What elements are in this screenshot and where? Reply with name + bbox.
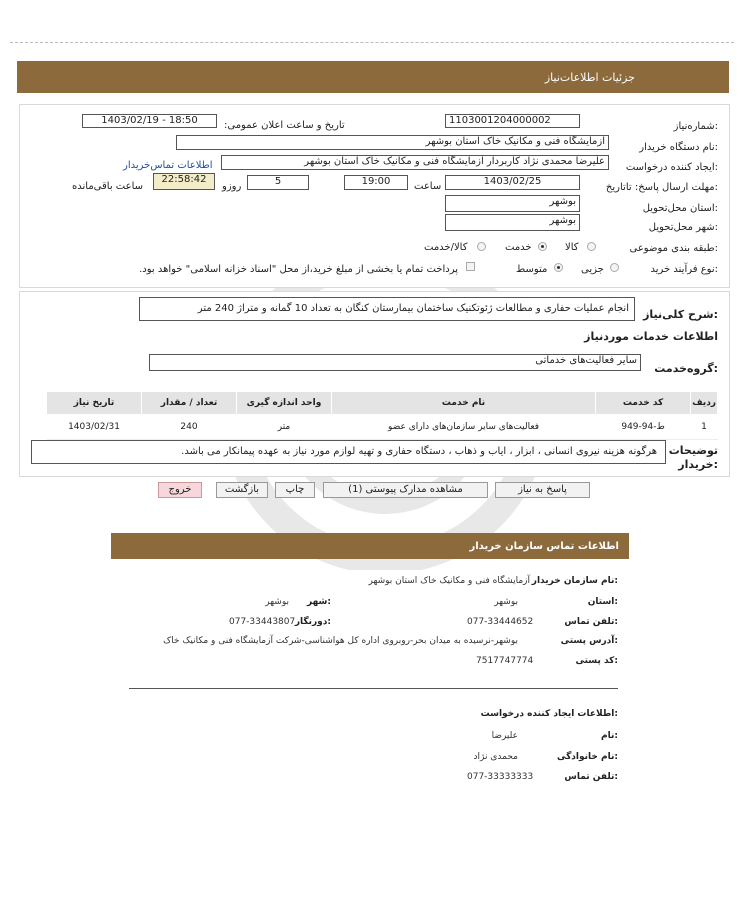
deadline-label: مهلت ارسال پاسخ: تاتاریخ: [605, 182, 718, 193]
contact-fax-label: دورنگار: [294, 617, 331, 627]
col-quantity: تعداد / مقدار [142, 392, 237, 415]
view-attachments-button[interactable]: مشاهده مدارک پیوستی (1) [323, 482, 488, 498]
cell-row: 1 [691, 415, 718, 440]
treasury-payment-checkbox[interactable] [466, 262, 475, 271]
need-number-label: شماره‌نیاز: [673, 121, 718, 132]
contact-org-value: آزمایشگاه فنی و مکانیک خاک استان بوشهر [368, 576, 530, 586]
category-label: طبقه بندی موضوعی: [629, 243, 718, 254]
contact-fax-value: 077-33443807 [229, 617, 296, 627]
deadline-date-field[interactable]: 1403/02/25 [445, 175, 580, 190]
creator-field[interactable]: علیرضا محمدی نژاد کاربردار آزمایشگاه فنی و مکانیک خاک استان بوشهر [221, 155, 609, 170]
process-medium-radio[interactable] [554, 263, 563, 272]
days-field[interactable]: 5 [247, 175, 309, 190]
print-button[interactable]: چاپ [275, 482, 315, 498]
table-row [47, 415, 718, 440]
notes-label-1: توضیحات [668, 444, 718, 457]
back-button[interactable]: بازگشت [216, 482, 268, 498]
treasury-payment-text: پرداخت تمام یا بخشی از مبلغ خرید،از محل "اسناد خزانه اسلامی" خواهد بود. [139, 264, 458, 275]
category-goods-label: کالا [565, 242, 579, 253]
col-need-date: تاریخ نیاز [47, 392, 142, 415]
creator-name-value: علیرضا [491, 731, 518, 741]
process-minor-radio[interactable] [610, 263, 619, 272]
summary-field[interactable]: انجام عملیات حفاری و مطالعات ژئوتکنیک ساختمان بیمارستان کنگان به تعداد 10 گمانه و متراژ 240 متر [139, 297, 635, 321]
top-divider [10, 42, 734, 43]
cell-unit: متر [237, 415, 332, 440]
buyer-contact-link[interactable]: اطلاعات تماس‌خریدار [123, 160, 213, 171]
creator-phone-value: 077-33333333 [467, 772, 534, 782]
province-field[interactable]: بوشهر [445, 195, 580, 212]
need-info-panel [19, 104, 730, 288]
process-label: نوع فرآیند خرید: [650, 264, 718, 275]
remaining-time-field: 22:58:42 [153, 173, 215, 190]
col-row: ردیف [691, 392, 718, 415]
contact-phone-value: 077-33444652 [467, 617, 534, 627]
contact-city-label: شهر: [307, 597, 331, 607]
col-service-name: نام خدمت [332, 392, 596, 415]
cell-service-name: فعالیت‌های سایر سازمان‌های دارای عضو [332, 415, 596, 440]
creator-label: ایجاد کننده درخواست: [625, 162, 718, 173]
col-service-code: کد خدمت [596, 392, 691, 415]
service-group-label: گروه‌خدمت: [654, 362, 718, 375]
days-label: روزو [222, 181, 242, 192]
service-group-field[interactable]: سایر فعالیت‌های خدماتی [149, 354, 641, 371]
category-goods-radio[interactable] [587, 242, 596, 251]
province-label: استان محل‌تحویل: [642, 203, 718, 214]
contact-section-header [111, 533, 629, 559]
creator-name-label: نام: [601, 731, 618, 741]
city-field[interactable]: بوشهر [445, 214, 580, 231]
announce-label: تاریخ و ساعت اعلان عمومی: [224, 120, 345, 131]
announce-field[interactable]: 1403/02/19 - 18:50 [82, 114, 217, 128]
contact-section-title: اطلاعات تماس سازمان خریدار [469, 541, 619, 552]
category-goods-service-radio[interactable] [477, 242, 486, 251]
need-number-field[interactable]: 1103001204000002 [445, 114, 580, 128]
deadline-time-label: ساعت [414, 181, 442, 192]
services-table-header [47, 392, 718, 415]
contact-city-value: بوشهر [265, 597, 289, 607]
page-title: جزئیات اطلاعات‌نیاز [544, 71, 635, 84]
contact-address-value: بوشهر-نرسیده به میدان بحر-روبروی اداره کل هواشناسی-شرکت آزمایشگاه فنی و مکانیک خاک [163, 636, 518, 646]
contact-org-label: نام سازمان خریدار: [531, 576, 618, 586]
contact-postal-value: 7517747774 [476, 656, 534, 666]
deadline-time-field[interactable]: 19:00 [344, 175, 408, 190]
services-table [46, 391, 718, 440]
page-header [17, 61, 729, 93]
cell-need-date: 1403/02/31 [47, 415, 142, 440]
buyer-notes-field[interactable]: هرگونه هزینه نیروی انسانی ، ابزار ، ایاب و ذهاب ، دستگاه حفاری و تهیه لوازم مورد نیاز به عهده پیمانکار می باشد. [31, 440, 666, 464]
creator-family-value: محمدی نژاد [473, 752, 518, 762]
reply-button[interactable]: پاسخ به نیاز [495, 482, 590, 498]
summary-label: شرح کلی‌نیاز: [643, 308, 718, 321]
creator-phone-label: تلفن تماس: [564, 772, 618, 782]
cell-quantity: 240 [142, 415, 237, 440]
buyer-label: نام دستگاه خریدار: [639, 142, 718, 153]
creator-family-label: نام خانوادگی: [556, 752, 618, 762]
services-section-title: اطلاعات خدمات موردنیاز [584, 330, 718, 343]
category-service-radio[interactable] [538, 242, 547, 251]
contact-phone-label: تلفن تماس: [564, 617, 618, 627]
process-medium-label: متوسط [516, 264, 548, 275]
col-unit: واحد اندازه گیری [237, 392, 332, 415]
notes-label-2: خریدار: [678, 458, 718, 471]
exit-button[interactable]: خروج [158, 482, 202, 498]
contact-province-label: استان: [587, 597, 618, 607]
contact-divider [129, 688, 618, 689]
category-goods-service-label: کالا/خدمت [424, 242, 468, 253]
contact-province-value: بوشهر [494, 597, 518, 607]
contact-postal-label: کد پستی: [575, 656, 618, 666]
category-service-label: خدمت [505, 242, 532, 253]
cell-service-code: ط-94-949 [596, 415, 691, 440]
remaining-label: ساعت باقی‌مانده [72, 181, 144, 192]
contact-address-label: آدرس پستی: [560, 636, 618, 646]
buyer-field[interactable]: آزمایشگاه فنی و مکانیک خاک استان بوشهر [176, 135, 609, 150]
process-minor-label: جزیی [581, 264, 604, 275]
city-label: شهر محل‌تحویل: [648, 222, 718, 233]
creator-info-title: اطلاعات ایجاد کننده درخواست: [480, 709, 618, 719]
